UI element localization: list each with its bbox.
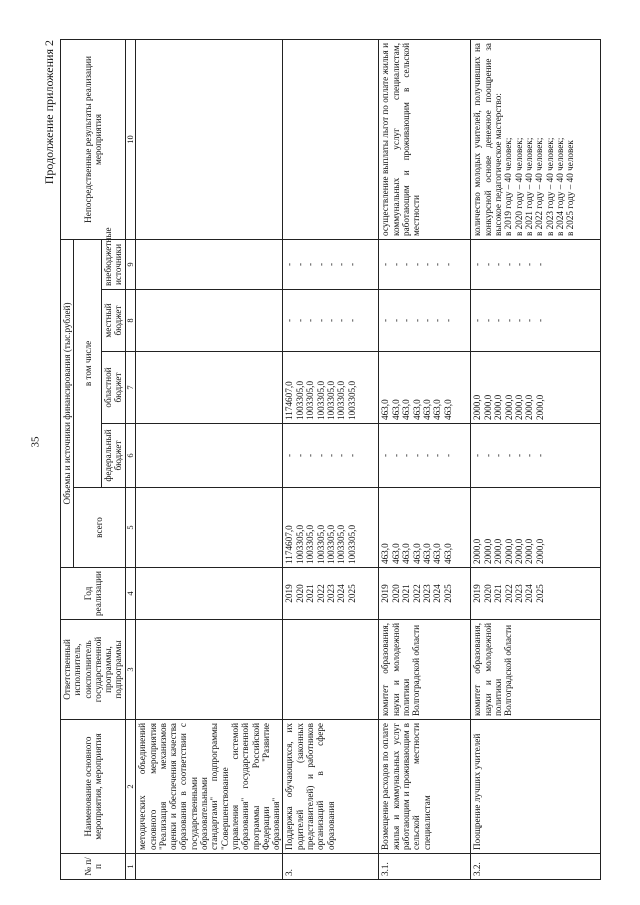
measure-name: Поощрение лучших учителей	[471, 720, 601, 854]
regional-value: 1174607,0	[284, 381, 295, 420]
rotated-page	[42, 40, 582, 880]
federal-value: -	[346, 453, 357, 458]
header-number: № п/п	[61, 854, 126, 880]
regional-value: 1003305,0	[294, 380, 305, 420]
local	[283, 290, 379, 352]
federal	[283, 424, 379, 488]
regional-value: 2000,0	[472, 394, 483, 420]
extrabudget	[283, 240, 379, 290]
extrabudget-value: -	[442, 262, 453, 267]
total-value: 463,0	[422, 543, 433, 564]
col-number: 10	[125, 40, 136, 240]
result-line: в 2021 году – 40 человек;	[523, 137, 534, 236]
year-value: 2024	[432, 584, 443, 603]
result: осуществление выплаты льгот по оплате жилья и коммунальных услуг специалистам, работающим и проживающим в сельской местности	[379, 40, 471, 240]
result	[136, 40, 283, 240]
federal-value: -	[305, 453, 316, 458]
col-number: 6	[125, 424, 136, 488]
local-value: -	[305, 318, 316, 323]
total	[136, 488, 283, 568]
year-value: 2019	[284, 584, 295, 603]
year-value: 2023	[326, 584, 337, 603]
regional-value: 463,0	[422, 399, 433, 420]
regional-value: 2000,0	[524, 394, 535, 420]
page-number: 35	[29, 436, 42, 448]
header-result: Непосредственные результаты реализации мероприятия	[61, 40, 126, 240]
extrabudget-value: -	[305, 262, 316, 267]
federal-value: -	[315, 453, 326, 458]
year-value: 2023	[514, 584, 525, 603]
total-value: 2000,0	[524, 538, 535, 564]
regional	[379, 352, 471, 424]
year-value: 2025	[346, 584, 357, 603]
total-value: 1003305,0	[305, 524, 316, 564]
extrabudget	[471, 240, 601, 290]
local-value: -	[493, 318, 504, 323]
federal-value: -	[422, 453, 433, 458]
executor: комитет образования, науки и молодежной политики Волгоградской области	[471, 620, 601, 720]
row-number: 3.1.	[379, 854, 471, 880]
federal	[136, 424, 283, 488]
total-value: 2000,0	[493, 538, 504, 564]
federal-value: -	[503, 453, 514, 458]
extrabudget-value: -	[346, 262, 357, 267]
extrabudget-value: -	[432, 262, 443, 267]
extrabudget-value: -	[411, 262, 422, 267]
extrabudget-value: -	[514, 262, 525, 267]
regional-value: 463,0	[411, 399, 422, 420]
total-value: 1003305,0	[326, 524, 337, 564]
header-executor: Ответственный исполнитель, соисполнитель государственной программы, подпрограммы	[61, 620, 126, 720]
total-value: 1003305,0	[346, 524, 357, 564]
total-value: 2000,0	[503, 538, 514, 564]
regional-value: 463,0	[432, 399, 443, 420]
year-value: 2024	[336, 584, 347, 603]
regional	[283, 352, 379, 424]
extrabudget-value: -	[482, 262, 493, 267]
extrabudget-value: -	[534, 262, 545, 267]
regional-value: 463,0	[390, 399, 401, 420]
extrabudget-value: -	[315, 262, 326, 267]
local-value: -	[534, 318, 545, 323]
regional-value: 2000,0	[493, 394, 504, 420]
federal-value: -	[432, 453, 443, 458]
federal-value: -	[524, 453, 535, 458]
federal-value: -	[482, 453, 493, 458]
extrabudget-value: -	[390, 262, 401, 267]
local	[136, 290, 283, 352]
local-value: -	[294, 318, 305, 323]
regional-value: 2000,0	[482, 394, 493, 420]
header-funding: Объемы и источники финансирования (тыс.рублей)	[61, 240, 74, 568]
total	[379, 488, 471, 568]
federal-value: -	[390, 453, 401, 458]
federal-value: -	[442, 453, 453, 458]
extrabudget-value: -	[380, 262, 391, 267]
result-line: в 2020 году – 40 человек;	[513, 137, 524, 236]
row-number: 3.2.	[471, 854, 601, 880]
local	[471, 290, 601, 352]
total-value: 2000,0	[472, 538, 483, 564]
total	[283, 488, 379, 568]
col-number: 4	[125, 568, 136, 620]
year-value: 2023	[422, 584, 433, 603]
result	[283, 40, 379, 240]
regional-value: 2000,0	[534, 394, 545, 420]
regional-value: 463,0	[442, 399, 453, 420]
federal	[379, 424, 471, 488]
header-extrabudget: внебюджетные источники	[102, 240, 126, 290]
regional-value: 1003305,0	[326, 380, 337, 420]
header-local: местный бюджет	[102, 290, 126, 352]
col-number: 3	[125, 620, 136, 720]
regional-value: 463,0	[401, 399, 412, 420]
extrabudget-value: -	[472, 262, 483, 267]
extrabudget	[379, 240, 471, 290]
local-value: -	[442, 318, 453, 323]
executor	[283, 620, 379, 720]
extrabudget-value: -	[284, 262, 295, 267]
federal-value: -	[401, 453, 412, 458]
table-row	[379, 40, 471, 880]
year-value: 2021	[493, 584, 504, 603]
extrabudget-value: -	[294, 262, 305, 267]
year-value: 2020	[482, 584, 493, 603]
local-value: -	[432, 318, 443, 323]
executor: комитет образования, науки и молодежной политики Волгоградской области	[379, 620, 471, 720]
year-value: 2019	[380, 584, 391, 603]
measure-name: Возмещение расходов по оплате жилья и коммунальных услуг работающим и проживающим в сельской местности специалистам	[379, 720, 471, 854]
extrabudget-value: -	[493, 262, 504, 267]
result-line: в 2019 году – 40 человек;	[503, 137, 514, 236]
funding-table	[60, 39, 601, 880]
result	[471, 40, 601, 240]
header-including: в том числе	[74, 240, 102, 488]
extrabudget-value: -	[336, 262, 347, 267]
row-number	[136, 854, 283, 880]
year-value: 2021	[401, 584, 412, 603]
year-value: 2025	[442, 584, 453, 603]
local-value: -	[524, 318, 535, 323]
extrabudget-value: -	[503, 262, 514, 267]
local-value: -	[472, 318, 483, 323]
result-line: в 2023 году – 40 человек;	[544, 137, 555, 236]
header-regional: областной бюджет	[102, 352, 126, 424]
local-value: -	[336, 318, 347, 323]
total-value: 1003305,0	[315, 524, 326, 564]
regional-value: 2000,0	[503, 394, 514, 420]
regional-value: 1003305,0	[346, 380, 357, 420]
total-value: 463,0	[411, 543, 422, 564]
result-intro: количество молодых учителей, получивших на конкурсной основе денежное поощрение за высокое педагогическое мастерство:	[472, 43, 504, 236]
executor	[136, 620, 283, 720]
local-value: -	[346, 318, 357, 323]
total-value: 463,0	[432, 543, 443, 564]
year-value: 2022	[503, 584, 514, 603]
federal-value: -	[326, 453, 337, 458]
total-value: 2000,0	[534, 538, 545, 564]
local-value: -	[422, 318, 433, 323]
federal-value: -	[493, 453, 504, 458]
measure-name: Поддержка обучающихся, их родителей (законных представителей) и работников организаций в сфере образования	[283, 720, 379, 854]
result-line: в 2025 году – 40 человек	[565, 140, 576, 236]
total-value: 2000,0	[514, 538, 525, 564]
local-value: -	[482, 318, 493, 323]
year-value: 2022	[315, 584, 326, 603]
year	[283, 568, 379, 620]
federal-value: -	[411, 453, 422, 458]
regional-value: 1003305,0	[315, 380, 326, 420]
federal-value: -	[380, 453, 391, 458]
total-value: 1003305,0	[294, 524, 305, 564]
total-value: 463,0	[380, 543, 391, 564]
total	[471, 488, 601, 568]
col-number: 9	[125, 240, 136, 290]
local-value: -	[380, 318, 391, 323]
table-row	[283, 40, 379, 880]
table-row	[471, 40, 601, 880]
total-value: 463,0	[442, 543, 453, 564]
local-value: -	[514, 318, 525, 323]
year-value: 2022	[411, 584, 422, 603]
col-number: 1	[125, 854, 136, 880]
local-value: -	[284, 318, 295, 323]
federal-value: -	[514, 453, 525, 458]
header-total: всего	[74, 488, 125, 568]
local-value: -	[411, 318, 422, 323]
year	[379, 568, 471, 620]
regional-value: 1003305,0	[336, 380, 347, 420]
federal-value: -	[534, 453, 545, 458]
row-number: 3.	[283, 854, 379, 880]
extrabudget	[136, 240, 283, 290]
extrabudget-value: -	[524, 262, 535, 267]
table-row	[136, 40, 283, 880]
year-value: 2019	[472, 584, 483, 603]
year-value: 2020	[390, 584, 401, 603]
total-value: 463,0	[401, 543, 412, 564]
col-number: 8	[125, 290, 136, 352]
federal	[471, 424, 601, 488]
year	[136, 568, 283, 620]
extrabudget-value: -	[326, 262, 337, 267]
year-value: 2020	[294, 584, 305, 603]
local-value: -	[503, 318, 514, 323]
regional	[136, 352, 283, 424]
header-year: Год реализации	[61, 568, 126, 620]
header-measure-name: Наименование основного мероприятия, мероприятия	[61, 720, 126, 854]
extrabudget-value: -	[422, 262, 433, 267]
total-value: 1003305,0	[336, 524, 347, 564]
federal-value: -	[284, 453, 295, 458]
local-value: -	[326, 318, 337, 323]
regional-value: 2000,0	[514, 394, 525, 420]
local-value: -	[390, 318, 401, 323]
year-value: 2021	[305, 584, 316, 603]
regional-value: 1003305,0	[305, 380, 316, 420]
continuation-label: Продолжение приложения 2	[42, 40, 56, 185]
year-value: 2025	[534, 584, 545, 603]
local-value: -	[401, 318, 412, 323]
measure-name: методических объединений основного мероприятия "Реализация механизмов оценки и обеспечения качества образования в соответствии с государственными образовательными стандартами" подпрограммы "Совершенствование управления системой образования" государственной программы Российской Федерации "Развитие образования"	[136, 720, 283, 854]
header-federal: федеральный бюджет	[102, 424, 126, 488]
local	[379, 290, 471, 352]
total-value: 2000,0	[482, 538, 493, 564]
federal-value: -	[472, 453, 483, 458]
result-line: в 2024 году – 40 человек;	[554, 137, 565, 236]
federal-value: -	[294, 453, 305, 458]
regional-value: 463,0	[380, 399, 391, 420]
regional	[471, 352, 601, 424]
local-value: -	[315, 318, 326, 323]
col-number: 2	[125, 720, 136, 854]
total-value: 1174607,0	[284, 525, 295, 564]
extrabudget-value: -	[401, 262, 412, 267]
total-value: 463,0	[390, 543, 401, 564]
result-line: в 2022 году – 40 человек;	[534, 137, 545, 236]
year-value: 2024	[524, 584, 535, 603]
federal-value: -	[336, 453, 347, 458]
col-number: 5	[125, 488, 136, 568]
year	[471, 568, 601, 620]
col-number: 7	[125, 352, 136, 424]
